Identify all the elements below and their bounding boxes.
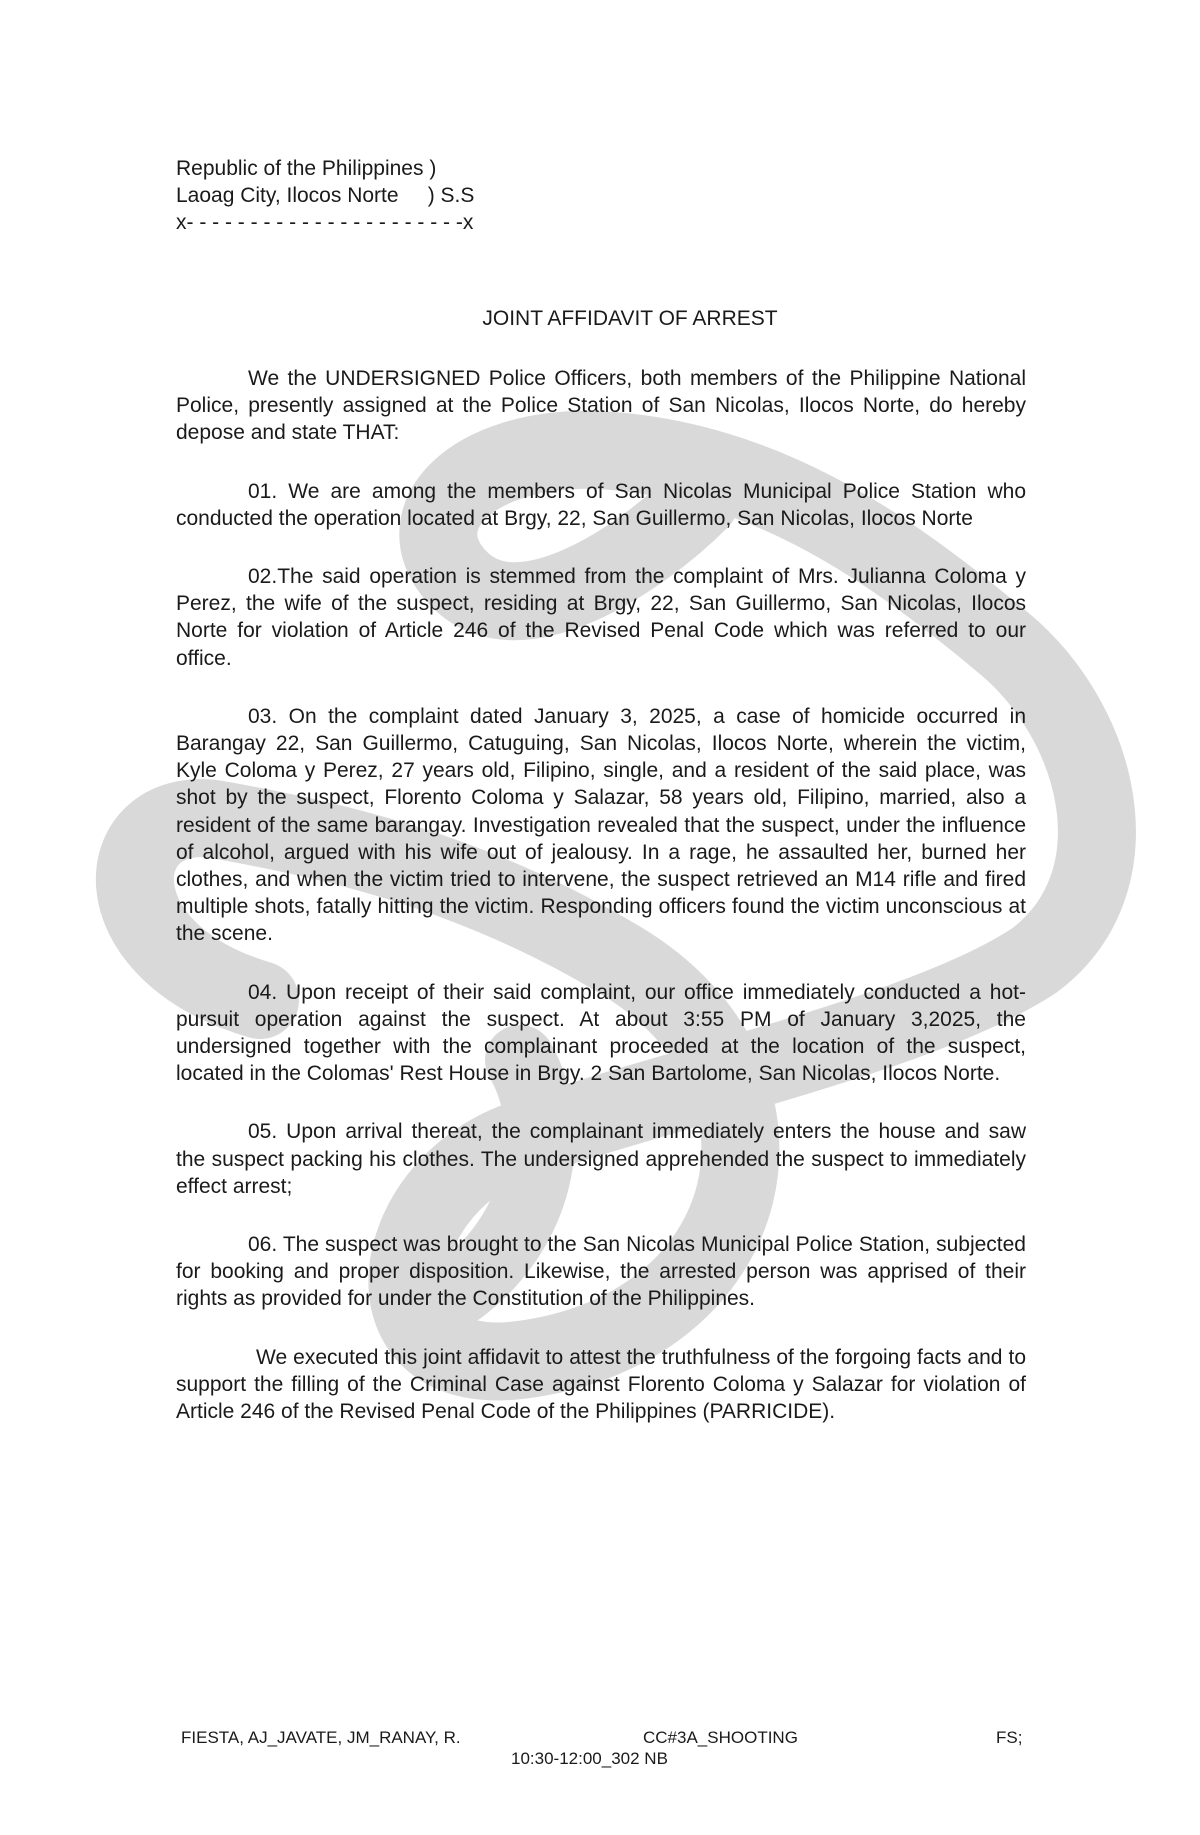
paragraph-intro: We the UNDERSIGNED Police Officers, both members of the Philippine National Police, presently assigned at the Police Station of San Nicolas, Ilocos Norte, do hereby depose and state THAT: [176,367,1026,445]
paragraph-06: 06. The suspect was brought to the San Nicolas Municipal Police Station, subjected for booking and proper disposition. Likewise, the arrested person was apprised of their rights as provided for under the Constitution of the Philippines. [176,1233,1026,1311]
footer-officers: FIESTA, AJ_JAVATE, JM_RANAY, R. [181,1728,461,1747]
venue-header [176,155,474,236]
paragraph-04: 04. Upon receipt of their said complaint, our office immediately conducted a hot-pursuit operation against the suspect. At about 3:55 PM of January 3,2025, the undersigned together with the complainant proceeded at the location of the suspect, located in the Colomas' Rest House in Brgy. 2 San Bartolome, San Nicolas, Ilocos Norte. [176,980,1026,1086]
paragraph-05: 05. Upon arrival thereat, the complainant immediately enters the house and saw the suspect packing his clothes. The undersigned apprehended the suspect to immediately effect arrest; [176,1120,1026,1198]
paragraph-02: 02.The said operation is stemmed from the complaint of Mrs. Julianna Coloma y Perez, the wife of the suspect, residing at Brgy, 22, San Guillermo, San Nicolas, Ilocos Norte for violation of Article 246 of the Revised Penal Code which was referred to our office. [176,565,1026,670]
paragraph-03: 03. On the complaint dated January 3, 2025, a case of homicide occurred in Barangay 22, San Guillermo, Catuguing, San Nicolas, Ilocos Norte, wherein the victim, Kyle Coloma y Perez, 27 years old, Filipino, single, and a resident of the said place, was shot by the suspect, Florento Coloma y Salazar, 58 years old, Filipino, married, also a resident of the same barangay. Investigation revealed that the suspect, under the influence of alcohol, argued with his wife out of jealousy. In a rage, he assaulted her, burned her clothes, and when the victim tried to intervene, the suspect retrieved an M14 rifle and fired multiple shots, fatally hitting the victim. Responding officers found the victim unconscious at the scene. [176,704,1026,946]
document-title: JOINT AFFIDAVIT OF ARREST [482,307,778,330]
paragraph-closing: We executed this joint affidavit to attest the truthfulness of the forgoing facts and to support the filling of the Criminal Case against Florento Coloma y Salazar for violation of Article 246 of the Revised Penal Code of the Philippines (PARRICIDE). [176,1345,1026,1424]
footer-time-room: 10:30-12:00_302 NB [511,1749,668,1768]
affidavit-body [176,365,1026,1456]
paragraph-01: 01. We are among the members of San Nicolas Municipal Police Station who conducted the operation located at Brgy, 22, San Guillermo, San Nicolas, Ilocos Norte [176,479,1026,530]
footer-case-code: CC#3A_SHOOTING [643,1728,798,1747]
footer-initials: FS; [996,1728,1023,1747]
venue-country: Republic of the Philippines ) [176,157,437,180]
venue-city: Laoag City, Ilocos Norte ) S.S [176,184,475,207]
venue-divider: x- - - - - - - - - - - - - - - - - - - - - -x [176,211,474,234]
